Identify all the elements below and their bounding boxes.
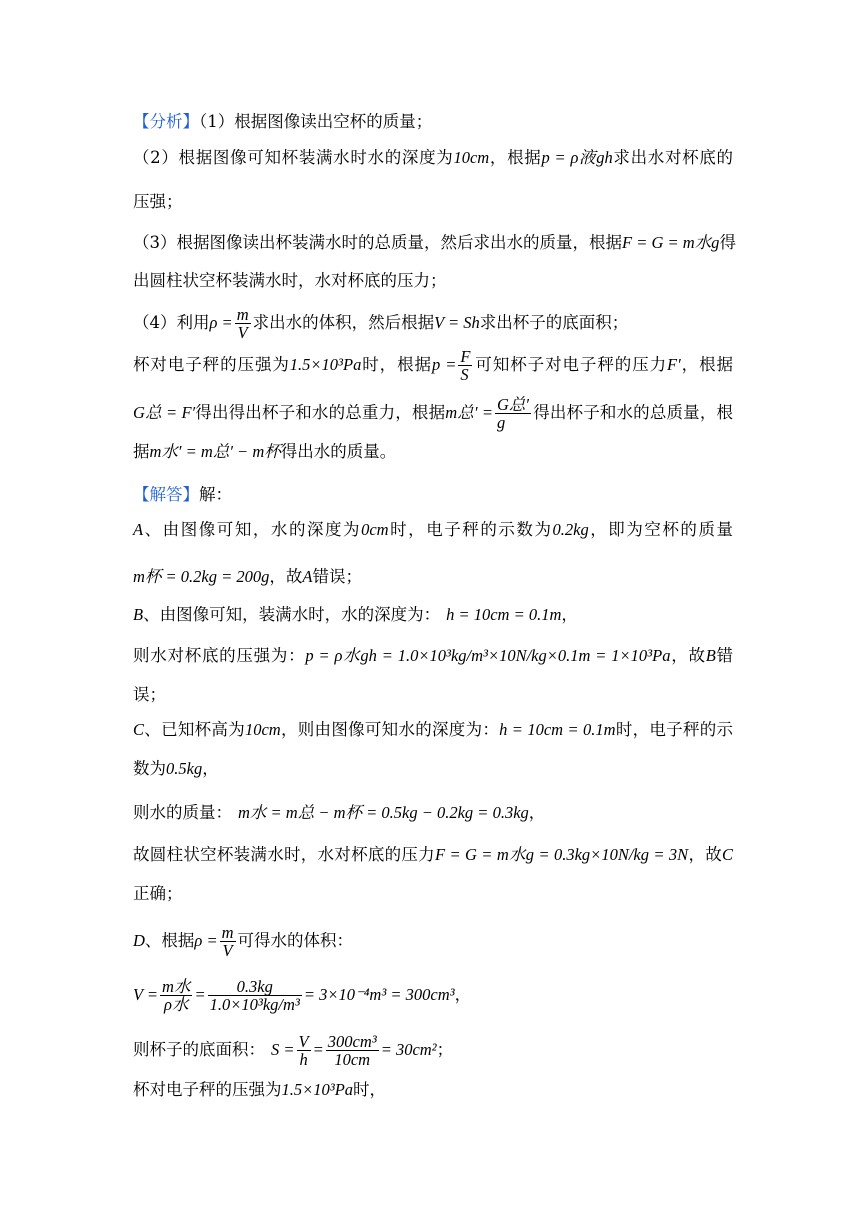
math-value: 1.5×10³Pa — [289, 355, 362, 374]
analysis-line-3 — [133, 190, 733, 214]
analysis-text: 求出水的体积，然后根据 — [252, 313, 435, 332]
force-calculation: F = G = m水g = 0.3kg×10N/kg = 3N — [434, 845, 689, 864]
fraction-denominator: V — [237, 323, 248, 342]
analysis-text: 求出水对杯底的 — [612, 148, 734, 167]
analysis-text: 求出杯子的底面积； — [479, 313, 629, 332]
volume-result: = 3×10⁻⁴m³ = 300cm³ — [303, 985, 455, 1004]
math-value: 0.5kg — [166, 759, 203, 778]
answer-text: ，故 — [269, 567, 303, 586]
analysis-text: 得出得出杯子和水的总重力，根据 — [195, 403, 446, 422]
analysis-text: ，根据 — [680, 355, 734, 374]
answer-line-B2 — [133, 644, 733, 668]
answer-line-C4 — [133, 843, 733, 867]
answer-line-B1 — [133, 603, 733, 627]
analysis-text: 据 — [133, 442, 150, 461]
pressure-calculation: p = ρ水gh = 1.0×10³kg/m³×10N/kg×0.1m = 1×10³Pa — [305, 646, 671, 665]
answer-line-D4 — [133, 1078, 733, 1102]
answer-line-C5 — [133, 882, 733, 906]
area-result: = 30cm² — [380, 1040, 437, 1059]
answer-line-A2 — [133, 565, 733, 589]
mass-fraction — [495, 396, 531, 431]
pressure-fraction — [458, 348, 472, 383]
math-value: h = 10cm = 0.1m — [499, 720, 616, 739]
answer-line-1 — [133, 483, 733, 507]
analysis-text: 得出杯子和水的总质量，根 — [533, 403, 733, 422]
density-symbol: ρ = — [209, 313, 233, 332]
answer-text: 时， — [353, 1080, 387, 1099]
answer-text: 故圆柱状空杯装满水时，水对杯底的压力 — [133, 845, 435, 864]
fraction-denominator: S — [460, 365, 469, 384]
answer-line-C1 — [133, 718, 733, 742]
answer-text: 时，电子秤的示数为 — [388, 520, 553, 539]
answer-text: 、已知杯高为 — [144, 720, 245, 739]
answer-text: 错误； — [312, 567, 362, 586]
option-letter: C — [133, 720, 145, 739]
volume-fraction-1 — [160, 978, 192, 1013]
analysis-line-8 — [133, 396, 733, 431]
math-value: m杯 = 0.2kg = 200g — [133, 567, 270, 586]
math-value: h = 10cm = 0.1m — [446, 605, 562, 624]
volume-fraction-2 — [208, 978, 302, 1013]
analysis-label: 【分析】 — [133, 112, 199, 131]
math-value: m总′ = — [445, 403, 494, 422]
answer-text: 杯对电子秤的压强为 — [133, 1080, 282, 1099]
analysis-line-1 — [133, 110, 733, 134]
answer-text: 、根据 — [144, 931, 195, 950]
answer-text: 、由图像可知，装满水时，水的深度为： — [143, 605, 441, 624]
analysis-text: 杯对电子秤的压强为 — [133, 355, 290, 374]
fraction-numerator: G总′ — [497, 395, 530, 414]
answer-text: 错 — [715, 646, 734, 665]
option-letter: C — [722, 845, 734, 864]
option-letter: B — [133, 605, 144, 624]
answer-text: 、由图像可知，水的深度为 — [143, 520, 362, 539]
pressure-formula: p = ρ液gh — [541, 148, 613, 167]
option-letter: B — [705, 646, 716, 665]
analysis-text: （3）根据图像读出杯装满水时的总质量，然后求出水的质量，根据 — [133, 233, 622, 252]
answer-line-D1 — [133, 924, 733, 959]
analysis-text: （2）根据图像可知杯装满水时水的深度为 — [133, 148, 454, 167]
analysis-text: 得出水的质量。 — [280, 442, 397, 461]
fraction-numerator: m — [221, 923, 234, 942]
fraction-denominator: g — [497, 413, 506, 432]
math-value: 10cm — [244, 720, 281, 739]
answer-line-C2 — [133, 757, 733, 781]
fraction-denominator: 1.0×10³kg/m³ — [209, 995, 300, 1014]
math-value: m水′ = m总′ − m杯 — [149, 442, 281, 461]
answer-line-A1 — [133, 518, 733, 542]
answer-text: 则水对杯底的压强为： — [133, 646, 306, 665]
fraction-denominator: h — [299, 1050, 308, 1069]
density-symbol: ρ = — [194, 931, 218, 950]
answer-text: ，故 — [688, 845, 722, 864]
answer-text: 误； — [133, 685, 166, 704]
fraction-numerator: m — [236, 305, 249, 324]
answer-text: 数为 — [133, 759, 166, 778]
math-value: G总 = F′ — [133, 403, 196, 422]
math-value: 0cm — [361, 520, 389, 539]
answer-text: 则杯子的底面积： — [133, 1040, 265, 1059]
answer-text: ， — [561, 605, 578, 624]
analysis-text: 时，根据 — [361, 355, 432, 374]
answer-line-D2: V = $\frac{\text{m水}}{\text{ρ水}}$ = $\frac{0.3kg}{\text{1.0×10³kg/m³}}$ = 3×10⁻⁴m³ = 300cm³， — [133, 977, 472, 1014]
answer-label: 【解答】 — [133, 485, 199, 504]
analysis-text: 出圆柱状空杯装满水时，水对杯底的压力； — [133, 271, 447, 290]
answer-text: ； — [436, 1040, 454, 1059]
force-formula: F = G = m水g — [622, 233, 720, 252]
analysis-text-1: （1）根据图像读出空杯的质量； — [199, 112, 433, 131]
answer-text: ，则由图像可知水的深度为： — [280, 720, 500, 739]
answer-line-C3 — [133, 801, 733, 825]
math-value: 10cm — [453, 148, 490, 167]
math-value: 0.2kg — [552, 520, 589, 539]
option-letter: A — [302, 567, 313, 586]
analysis-text: 压强； — [133, 192, 183, 211]
answer-text: 则水的质量： — [133, 803, 232, 822]
fraction-numerator: F — [460, 347, 471, 366]
analysis-line-7 — [133, 348, 733, 383]
option-letter: A — [133, 520, 144, 539]
pressure-symbol: p = — [431, 355, 457, 374]
option-letter: D — [133, 931, 145, 950]
fraction-numerator: 300cm³ — [327, 1032, 377, 1051]
analysis-text: ，根据 — [489, 148, 542, 167]
analysis-line-9 — [133, 440, 733, 464]
answer-text: ， — [454, 985, 472, 1004]
answer-text: 时，电子秤的示 — [615, 720, 733, 739]
analysis-line-2 — [133, 146, 733, 170]
answer-text: ， — [528, 803, 546, 822]
answer-text: ，即为空杯的质量 — [588, 520, 734, 539]
density-fraction — [235, 306, 251, 341]
fraction-numerator: 0.3kg — [208, 978, 302, 996]
answer-line-D3: 则杯子的底面积： S = $\frac{V}{h}$ = $\frac{\text{300cm³}}{10cm}$ = 30cm²； — [133, 1032, 454, 1069]
fraction-denominator: ρ水 — [164, 995, 189, 1014]
fraction-numerator: V — [298, 1032, 309, 1051]
answer-line-B3 — [133, 683, 733, 707]
math-value: 1.5×10³Pa — [281, 1080, 354, 1099]
analysis-line-4 — [133, 231, 736, 255]
answer-text: 可得水的体积： — [237, 931, 354, 950]
volume-formula: V = Sh — [434, 313, 480, 332]
area-fraction-1 — [297, 1033, 311, 1068]
density-fraction — [220, 924, 236, 959]
answer-text: 正确； — [133, 884, 183, 903]
answer-text: ，故 — [670, 646, 706, 665]
analysis-line-5 — [133, 269, 733, 293]
fraction-denominator: V — [222, 941, 233, 960]
analysis-text: 可知杯子对电子秤的压力 — [474, 355, 668, 374]
volume-symbol: V = — [133, 985, 159, 1004]
analysis-text: （4）利用 — [133, 313, 210, 332]
water-mass-calculation: m水 = m总 − m杯 = 0.5kg − 0.2kg = 0.3kg — [238, 803, 529, 822]
answer-text: 解： — [199, 485, 232, 504]
analysis-text: 得 — [719, 233, 736, 252]
analysis-line-6 — [133, 306, 733, 341]
answer-text: ， — [202, 759, 219, 778]
area-symbol: S = — [271, 1040, 295, 1059]
fraction-numerator: m水 — [162, 977, 191, 996]
area-fraction-2 — [326, 1033, 379, 1068]
fraction-denominator: 10cm — [334, 1050, 371, 1069]
math-value: F′ — [667, 355, 681, 374]
